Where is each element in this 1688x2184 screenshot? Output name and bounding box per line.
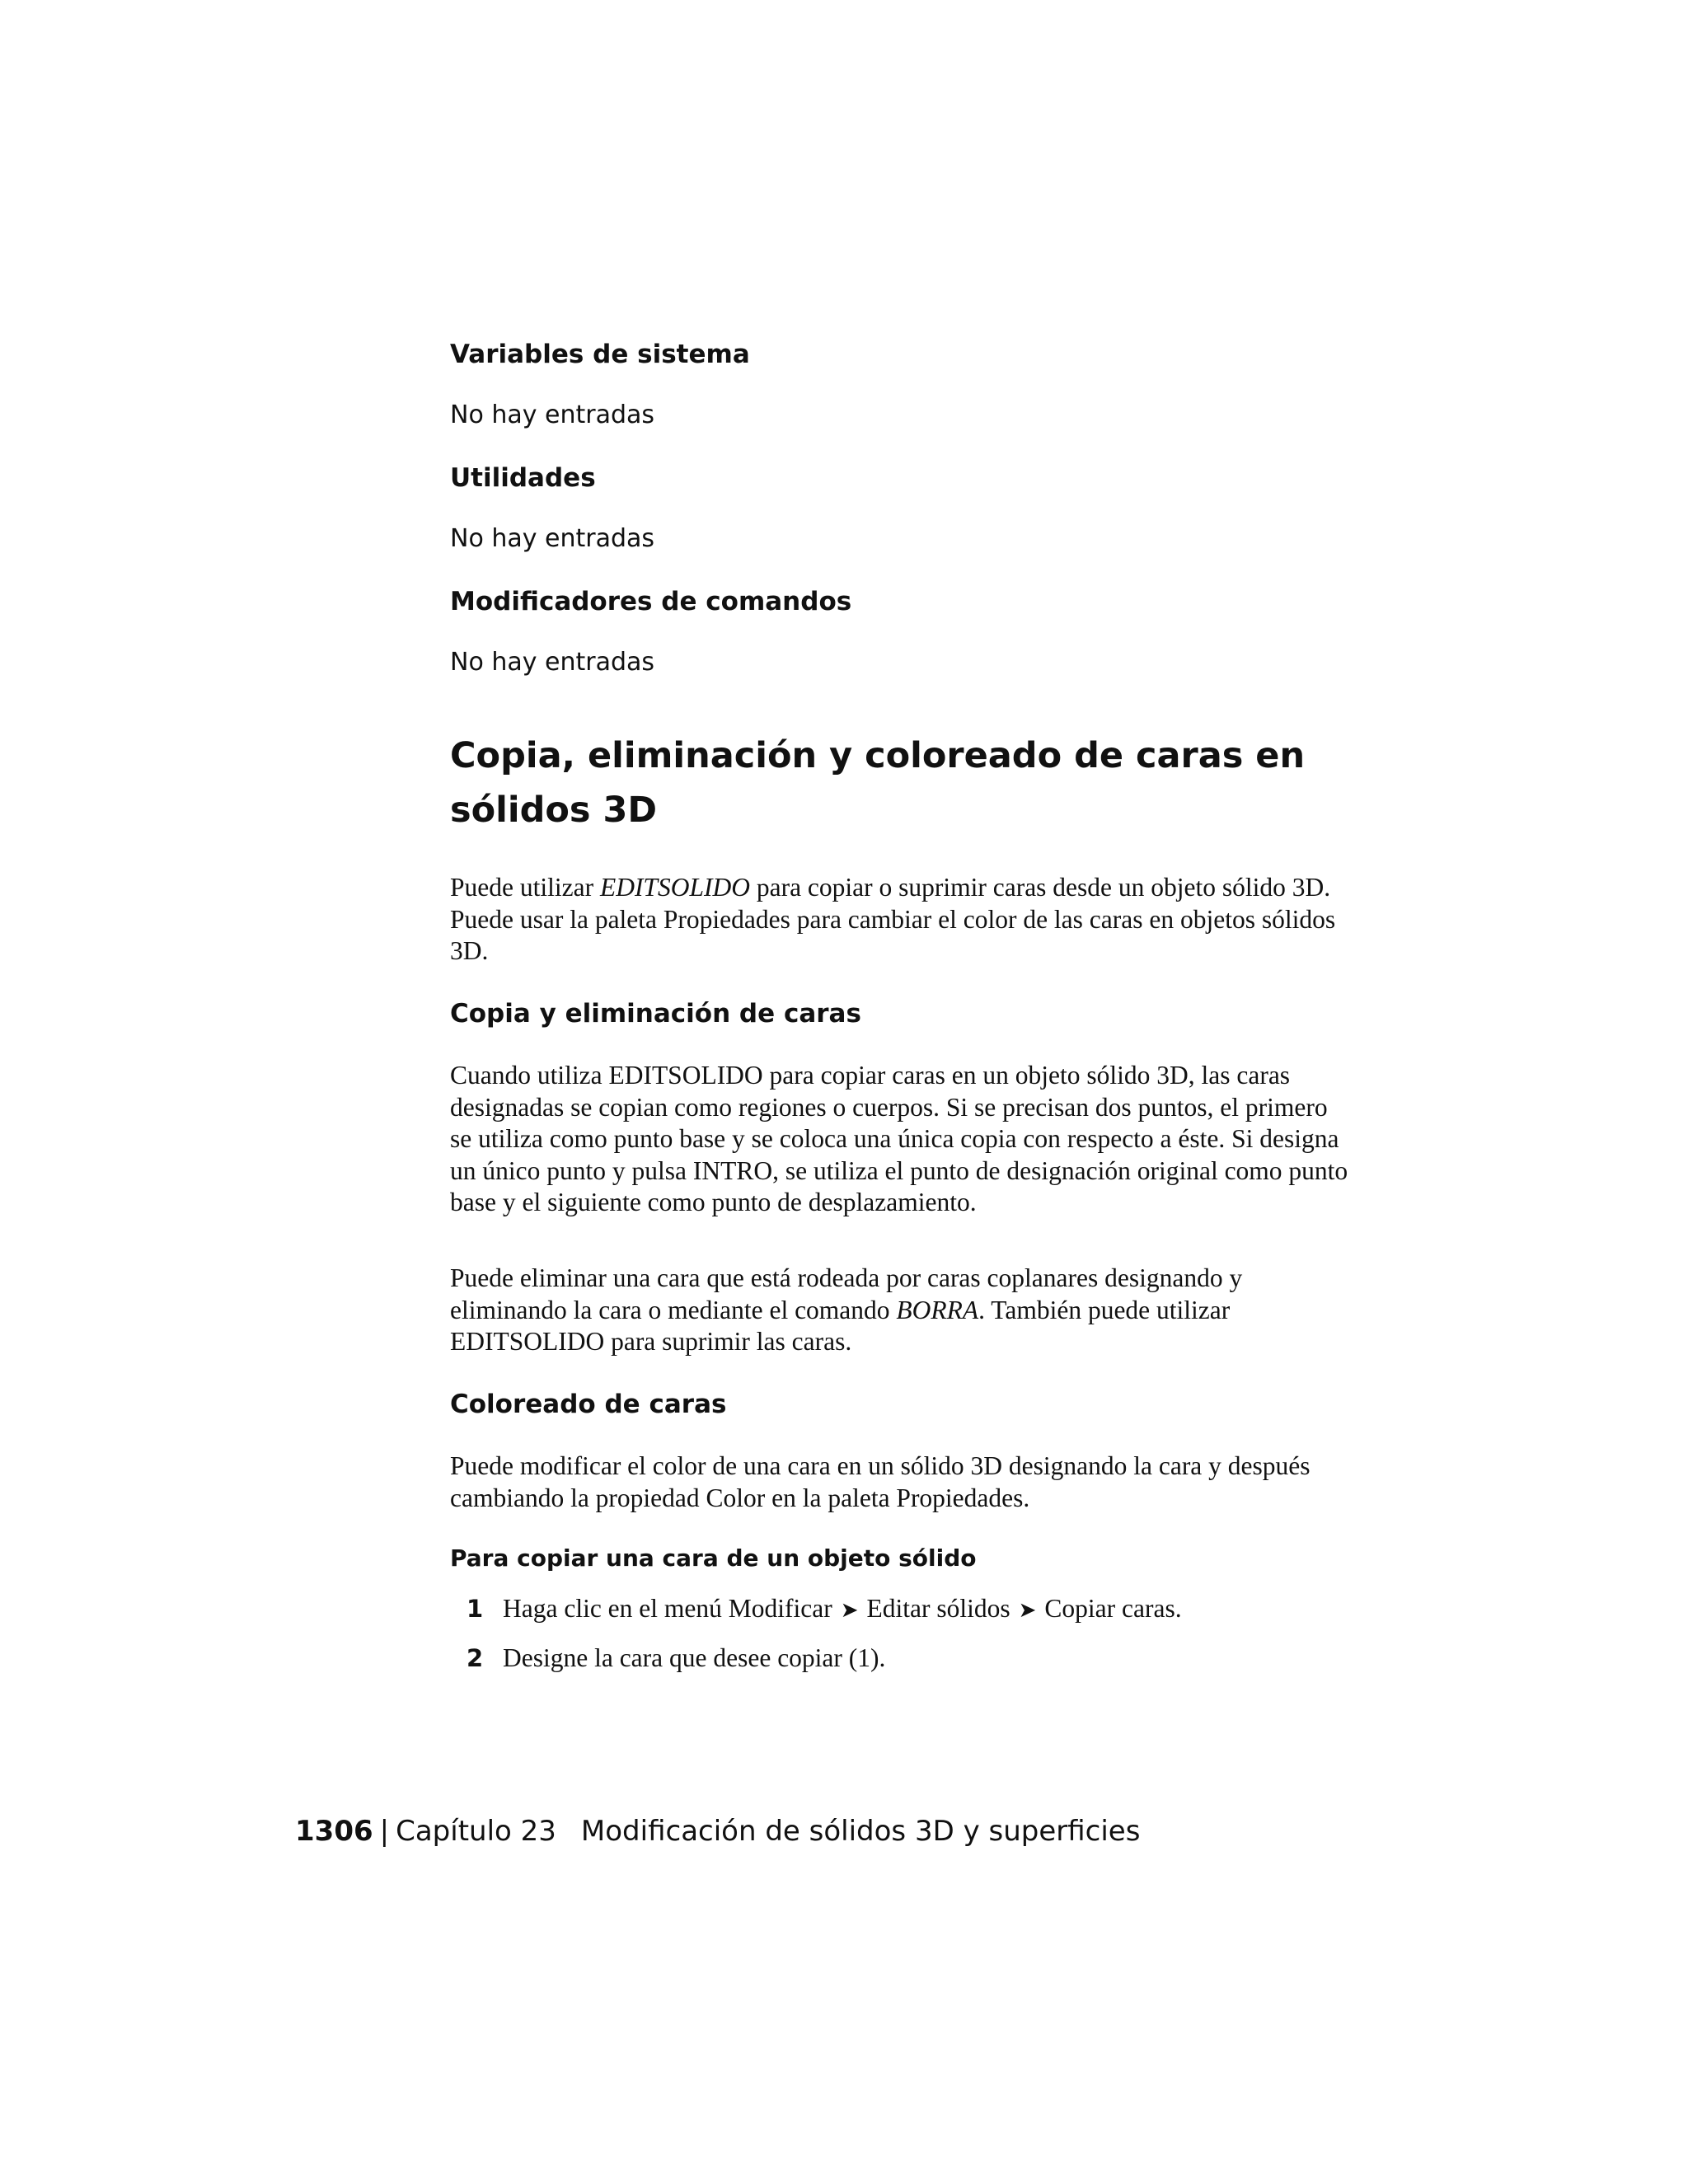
menu-arrow-icon: ➤ [1018,1598,1037,1623]
procedure-step-2 [467,1643,885,1673]
coloring-paragraph: Puede modificar el color de una cara en un sólido 3D designando la cara y después cambiando la propiedad Color en la paleta Propiedades. [450,1451,1311,1512]
utilities-text: No hay entradas [450,524,655,553]
section-title: Copia, eliminación y coloreado de caras en sólidos 3D [450,735,1306,831]
step-text: Designe la cara que desee copiar (1). [503,1643,886,1672]
intro-text-end: para copiar o suprimir caras desde un objeto sólido 3D. Puede usar la paleta Propiedades para cambiar el color de las caras en objetos sólidos 3D. [450,873,1336,965]
chapter-title: Modificación de sólidos 3D y superficies [580,1815,1141,1848]
step-menu-item: Copiar caras. [1044,1594,1182,1623]
copy-paragraph-2-start: Puede eliminar una cara que está rodeada por caras coplanares designando y eliminando la cara o mediante el comando [450,1263,1243,1324]
footer-separator: | [379,1815,390,1848]
step-number: 2 [467,1644,484,1672]
system-variables-heading: Variables de sistema [450,340,750,369]
chapter-label: Capítulo 23 [396,1815,556,1848]
utilities-heading: Utilidades [450,463,596,493]
procedure-step-1 [467,1594,1182,1624]
copy-paragraph-1: Cuando utiliza EDITSOLIDO para copiar caras en un objeto sólido 3D, las caras designadas se copian como regiones o cuerpos. Si se precisan dos puntos, el primero se utiliza como punto base y se coloca una única copia con respecto a éste. Si designa un único punto y pulsa INTRO, se utiliza el punto de designación original como punto base y el siguiente como punto de desplazamiento. [450,1061,1348,1216]
menu-arrow-icon: ➤ [840,1598,859,1623]
system-variables-text: No hay entradas [450,401,655,429]
page-number: 1306 [295,1815,373,1848]
copy-paragraph-2 [450,1263,1348,1358]
command-modifiers-text: No hay entradas [450,648,655,677]
procedure-title: Para copiar una cara de un objeto sólido [450,1544,977,1572]
intro-text-start: Puede utilizar [450,873,600,902]
editsolido-command: EDITSOLIDO [599,873,750,902]
coloring-heading: Coloreado de caras [450,1390,727,1419]
page-footer [295,1815,1140,1848]
step-number: 1 [467,1595,484,1623]
copy-paragraph-2-end: . También puede utilizar EDITSOLIDO para suprimir las caras. [450,1295,1231,1356]
intro-paragraph [450,872,1348,968]
borra-command: BORRA [896,1295,979,1324]
step-menu-item: Editar sólidos [866,1594,1010,1623]
copy-delete-heading: Copia y eliminación de caras [450,999,861,1029]
command-modifiers-heading: Modificadores de comandos [450,587,852,616]
step-text: Haga clic en el menú Modificar [503,1594,832,1623]
